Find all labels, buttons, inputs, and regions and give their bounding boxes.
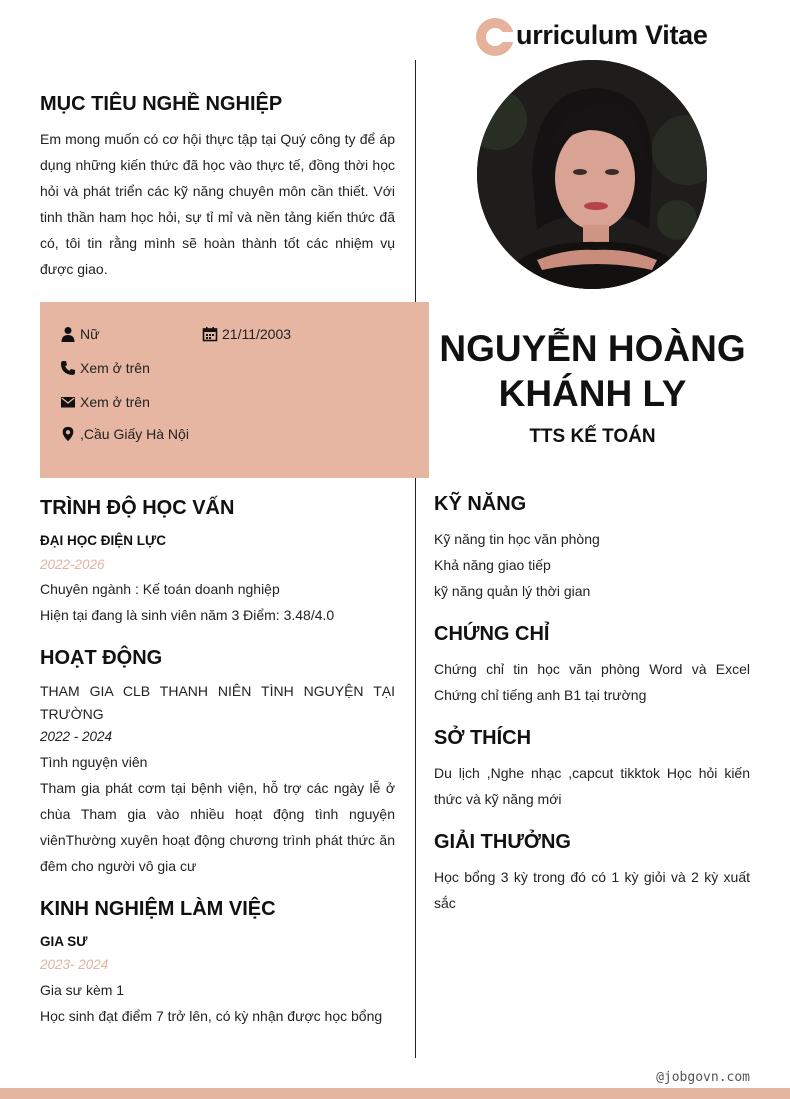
c-circle-icon (476, 18, 514, 56)
address-value: ,Cầu Giấy Hà Nội (80, 426, 189, 442)
education-period: 2022-2026 (40, 557, 105, 572)
school-name: ĐẠI HỌC ĐIỆN LỰC (40, 533, 166, 548)
email-value: Xem ở trên (80, 394, 150, 410)
hobbies-heading: SỞ THÍCH (434, 727, 532, 749)
objective-heading: MỤC TIÊU NGHỀ NGHIỆP (40, 93, 283, 115)
name-line-2: KHÁNH LY (498, 373, 687, 414)
gender-item (60, 326, 99, 342)
hobbies-text: Du lịch ,Nghe nhạc ,capcut tikktok Học hỏi kiến thức và kỹ năng mới (434, 765, 750, 807)
certificates-text: Chứng chỉ tin học văn phòng Word và Excel Chứng chỉ tiếng anh B1 tại trường (434, 661, 750, 703)
experience-heading: KINH NGHIỆM LÀM VIỆC (40, 898, 276, 920)
education-note: Hiện tại đang là sinh viên năm 3 Điểm: 3.48/4.0 (40, 607, 335, 623)
skill-item: kỹ năng quản lý thời gian (434, 583, 591, 599)
birthday-item (202, 326, 291, 342)
education-heading: TRÌNH ĐỘ HỌC VẤN (40, 497, 235, 519)
awards-text: Học bổng 3 kỳ trong đó có 1 kỳ giỏi và 2 kỳ xuất sắc (434, 869, 750, 911)
full-name (425, 326, 760, 416)
phone-value: Xem ở trên (80, 360, 150, 376)
watermark-text: @jobgovn.com (656, 1070, 750, 1085)
calendar-icon (202, 326, 218, 342)
job-title: TTS KẾ TOÁN (529, 426, 656, 447)
person-icon (60, 326, 76, 342)
name-line-1: NGUYỄN HOÀNG (439, 328, 746, 369)
skills-heading: KỸ NĂNG (434, 493, 527, 515)
address-item (60, 426, 189, 442)
birthday-value: 21/11/2003 (222, 326, 292, 342)
cv-logo (476, 16, 736, 60)
job-name: GIA SƯ (40, 934, 88, 949)
column-divider (415, 60, 416, 1058)
certificates-heading: CHỨNG CHỈ (434, 623, 550, 645)
job-role: Gia sư kèm 1 (40, 982, 125, 998)
skill-item: Khả năng giao tiếp (434, 557, 551, 573)
portrait-photo (477, 60, 707, 289)
education-major: Chuyên ngành : Kế toán doanh nghiệp (40, 581, 280, 597)
activity-description: Tham gia phát cơm tại bệnh viện, hỗ trợ các ngày lễ ở chùa Tham gia vào nhiều hoạt động tình nguyện viênThường xuyên hoạt động chương trình phát thức ăn đêm cho người vô gia cư (40, 780, 395, 874)
phone-icon (60, 360, 76, 376)
activity-period: 2022 - 2024 (40, 729, 113, 744)
job-period: 2023- 2024 (40, 957, 109, 972)
objective-text: Em mong muốn có cơ hội thực tập tại Quý công ty để áp dụng những kiến thức đã học vào thực tế, đồng thời học hỏi và phát triển các kỹ năng chuyên môn cần thiết. Với tinh thần ham học hỏi, sự tỉ mỉ và nền tảng kiến thức đã có, tôi tin rằng mình sẽ hoàn thành tốt các nhiệm vụ được giao. (40, 131, 395, 277)
phone-item (60, 360, 150, 376)
location-pin-icon (60, 426, 76, 442)
mail-icon (60, 394, 76, 410)
activity-organization: THAM GIA CLB THANH NIÊN TÌNH NGUYỆN TẠI TRƯỜNG (40, 683, 395, 722)
activities-heading: HOẠT ĐỘNG (40, 647, 163, 669)
awards-heading: GIẢI THƯỞNG (434, 831, 571, 853)
email-item (60, 394, 150, 410)
bottom-accent-bar (0, 1088, 790, 1099)
logo-text: urriculum Vitae (516, 20, 708, 50)
skill-item: Kỹ năng tin học văn phòng (434, 531, 600, 547)
activity-role: Tình nguyện viên (40, 754, 148, 770)
job-description: Học sinh đạt điểm 7 trở lên, có kỳ nhận được học bổng (40, 1008, 383, 1024)
gender-value: Nữ (80, 326, 100, 342)
contact-info-box (40, 302, 429, 478)
